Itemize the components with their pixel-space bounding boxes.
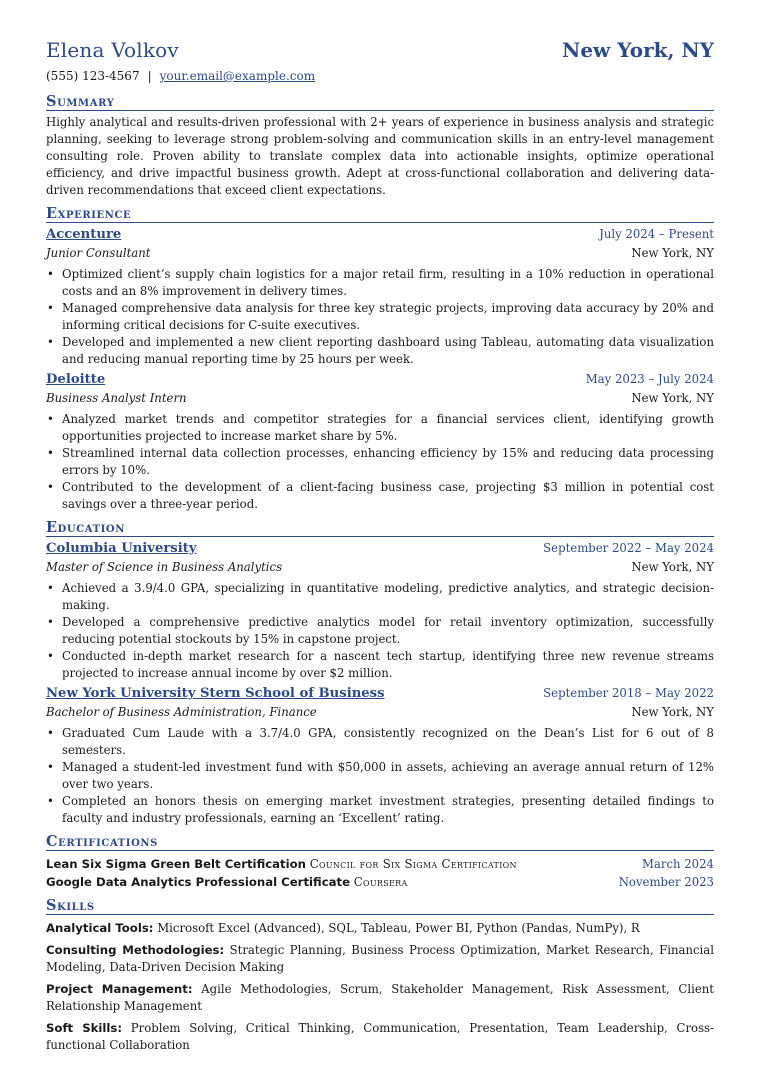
entry-location: New York, NY (631, 705, 714, 719)
section-title-skills: Skills (46, 897, 714, 915)
skill-label: Consulting Methodologies: (46, 943, 225, 957)
entry-location: New York, NY (631, 391, 714, 405)
experience-entry (46, 225, 714, 368)
bullet-item: • Graduated Cum Laude with a 3.7/4.0 GPA, consistently recognized on the Dean’s List for 6 out of 8 semesters. (46, 725, 714, 759)
contact-separator: | (147, 69, 152, 83)
entry-role: Business Analyst Intern (46, 391, 187, 405)
certification-name: Google Data Analytics Professional Certificate (46, 875, 351, 889)
bullet-list (46, 725, 714, 827)
skill-item (46, 942, 714, 976)
bullet-item: • Conducted in-depth market research for a nascent tech startup, identifying three new revenue streams projected to increase annual income by over $2 million. (46, 648, 714, 682)
bullet-item: • Contributed to the development of a client-facing business case, projecting $3 million in potential cost savings over a three-year period. (46, 479, 714, 513)
bullet-item: • Developed a comprehensive predictive analytics model for retail inventory optimization, successfully reducing potential stockouts by 15% in capstone project. (46, 614, 714, 648)
entry-subheader (46, 558, 714, 576)
email-link[interactable]: your.email@example.com (159, 69, 316, 83)
bullet-item: • Managed comprehensive data analysis for three key strategic projects, improving data accuracy by 20% and informing critical decisions for C-suite executives. (46, 300, 714, 334)
certification-list (46, 855, 714, 891)
bullet-item: • Developed and implemented a new client reporting dashboard using Tableau, automating data visualization and reducing manual reporting time by 25 hours per week. (46, 334, 714, 368)
experience-entry (46, 370, 714, 513)
candidate-name: Elena Volkov (46, 38, 179, 62)
bullet-item: • Achieved a 3.9/4.0 GPA, specializing in quantitative modeling, predictive analytics, and strategic decision-making. (46, 580, 714, 614)
certification-date: March 2024 (641, 857, 714, 871)
entry-role: Bachelor of Business Administration, Finance (46, 705, 317, 719)
entry-role: Junior Consultant (46, 246, 151, 260)
bullet-item: • Managed a student-led investment fund with $50,000 in assets, achieving an average annual return of 12% over two years. (46, 759, 714, 793)
skill-text: Strategic Planning, Business Process Optimization, Market Research, Financial Modeling, Data-Driven Decision Making (46, 943, 714, 974)
skill-text: Agile Methodologies, Scrum, Stakeholder Management, Risk Assessment, Client Relationship Management (46, 982, 714, 1013)
entry-header (46, 684, 714, 703)
candidate-location: New York, NY (562, 38, 714, 62)
bullet-list (46, 580, 714, 682)
skill-label: Project Management: (46, 982, 193, 996)
entry-location: New York, NY (631, 246, 714, 260)
certification-item (46, 855, 714, 873)
certification-name: Lean Six Sigma Green Belt Certification (46, 857, 306, 871)
entry-subheader (46, 244, 714, 262)
education-entry (46, 539, 714, 682)
skill-text: Problem Solving, Critical Thinking, Communication, Presentation, Team Leadership, Cross-functional Collaboration (46, 1021, 715, 1052)
bullet-item: • Optimized client’s supply chain logistics for a major retail firm, resulting in a 10% reduction in operational costs and an 8% improvement in delivery times. (46, 266, 714, 300)
org-link[interactable]: Accenture (46, 227, 122, 242)
entry-location: New York, NY (631, 560, 714, 574)
phone-number: (555) 123-4567 (46, 69, 140, 83)
bullet-item: • Streamlined internal data collection processes, enhancing efficiency by 15% and reducing data processing errors by 10%. (46, 445, 714, 479)
section-title-education: Education (46, 519, 714, 537)
section-title-certifications: Certifications (46, 833, 714, 851)
skill-label: Soft Skills: (46, 1021, 123, 1035)
skill-item (46, 920, 714, 937)
org-link[interactable]: New York University Stern School of Business (46, 686, 385, 701)
contact-line (46, 69, 714, 87)
certification-issuer: Coursera (353, 875, 408, 889)
skill-text: Microsoft Excel (Advanced), SQL, Tableau, Power BI, Python (Pandas, NumPy), R (157, 921, 640, 935)
bullet-list (46, 266, 714, 368)
skill-item (46, 981, 714, 1015)
entry-header (46, 225, 714, 244)
section-title-experience: Experience (46, 205, 714, 223)
entry-role: Master of Science in Business Analytics (46, 560, 283, 574)
certification-title (46, 873, 408, 891)
org-link[interactable]: Columbia University (46, 541, 197, 556)
skill-label: Analytical Tools: (46, 921, 154, 935)
bullet-list (46, 411, 714, 513)
education-entry (46, 684, 714, 827)
entry-date: May 2023 – July 2024 (585, 372, 714, 386)
summary-text: Highly analytical and results-driven professional with 2+ years of experience in business analysis and strategic planning, seeking to leverage strong problem-solving and communication skills in an entry-level management consulting role. Proven ability to translate complex data into actionable insights, optimize operational efficiency, and drive impactful business growth. Adept at cross-functional collaboration and delivering data-driven recommendations that exceed client expectations. (46, 115, 714, 197)
entry-date: September 2018 – May 2022 (543, 686, 714, 700)
certification-issuer: Council for Six Sigma Certification (309, 857, 517, 871)
certification-item (46, 873, 714, 891)
section-title-summary: Summary (46, 93, 714, 111)
org-link[interactable]: Deloitte (46, 372, 106, 387)
bullet-item: • Completed an honors thesis on emerging market investment strategies, presenting detailed findings to faculty and industry professionals, earning an ‘Excellent’ rating. (46, 793, 714, 827)
entry-subheader (46, 703, 714, 721)
entry-date: July 2024 – Present (599, 227, 714, 241)
entry-subheader (46, 389, 714, 407)
entry-header (46, 539, 714, 558)
skill-item (46, 1020, 714, 1054)
bullet-item: • Analyzed market trends and competitor strategies for a financial services client, identifying growth opportunities projected to increase market share by 5%. (46, 411, 714, 445)
resume-header (46, 38, 714, 68)
certification-title (46, 855, 517, 873)
entry-date: September 2022 – May 2024 (543, 541, 714, 555)
certification-date: November 2023 (618, 875, 714, 889)
entry-header (46, 370, 714, 389)
